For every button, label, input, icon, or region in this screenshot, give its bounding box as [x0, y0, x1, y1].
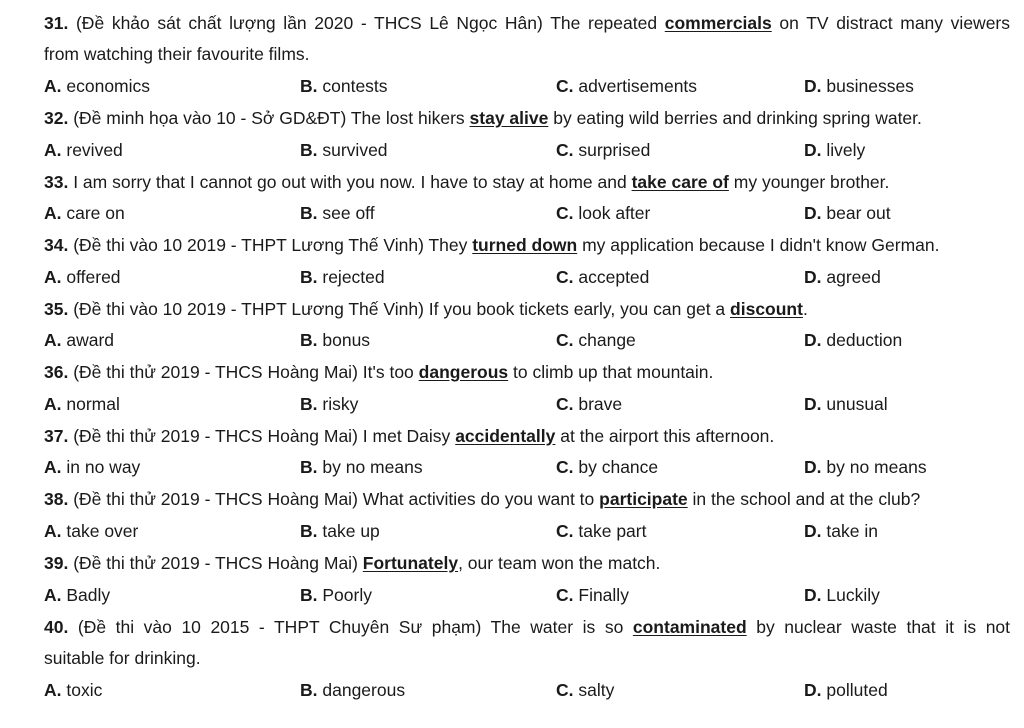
option-c[interactable]: C. brave: [556, 394, 623, 414]
option-b[interactable]: B. bonus: [300, 330, 371, 350]
question-number: 37.: [44, 426, 69, 446]
option-d[interactable]: D. unusual: [804, 394, 888, 414]
option-c[interactable]: C. by chance: [556, 457, 659, 477]
option-d[interactable]: D. lively: [804, 140, 866, 160]
question-source: (Đề thi thử 2019 - THCS Hoàng Mai): [73, 489, 358, 509]
question-text-before: The repeated: [550, 13, 658, 33]
option-d[interactable]: D. businesses: [804, 76, 914, 96]
question-keyword: dangerous: [418, 362, 509, 382]
question-text-before: I am sorry that I cannot go out with you now. I have to stay at home and: [73, 172, 627, 192]
option-a[interactable]: A. take over: [44, 521, 139, 541]
question-keyword: contaminated: [632, 617, 747, 637]
question-keyword: take care of: [631, 172, 729, 192]
question-number: 35.: [44, 299, 69, 319]
option-d[interactable]: D. take in: [804, 521, 878, 541]
question-source: (Đề thi thử 2019 - THCS Hoàng Mai): [73, 426, 358, 446]
question-text-after: by eating wild berries and drinking spring water.: [553, 108, 922, 128]
question-text-after: .: [802, 299, 808, 319]
question-number: 31.: [44, 13, 69, 33]
question-text-before: What activities do you want to: [362, 489, 595, 509]
option-b[interactable]: B. take up: [300, 521, 380, 541]
question-source: (Đề thi vào 10 2019 - THPT Lương Thế Vinh): [73, 299, 424, 319]
question-text-after: my younger brother.: [733, 172, 890, 192]
question-text-after: on TV distract many viewers: [779, 13, 1011, 33]
option-d[interactable]: D. polluted: [804, 680, 888, 700]
options-34: [44, 266, 1010, 288]
option-a[interactable]: A. award: [44, 330, 115, 350]
question-text-after: by nuclear waste that it is not: [756, 617, 1011, 637]
option-c[interactable]: C. Finally: [556, 585, 629, 605]
option-c[interactable]: C. look after: [556, 203, 651, 223]
question-text-before: It's too: [362, 362, 414, 382]
question-number: 36.: [44, 362, 69, 382]
option-d[interactable]: D. bear out: [804, 203, 891, 223]
option-d[interactable]: D. deduction: [804, 330, 903, 350]
question-35: [44, 298, 1010, 320]
options-39: [44, 584, 1010, 606]
question-text-after: my application because I didn't know German.: [582, 235, 940, 255]
options-37: [44, 456, 1010, 478]
question-source: (Đề thi thử 2019 - THCS Hoàng Mai): [73, 362, 358, 382]
question-keyword: participate: [599, 489, 688, 509]
question-keyword: accidentally: [455, 426, 556, 446]
option-a[interactable]: A. offered: [44, 267, 121, 287]
question-text-before: I met Daisy: [362, 426, 451, 446]
question-33: [44, 171, 1010, 193]
question-31: [44, 12, 1010, 34]
options-33: [44, 202, 1010, 224]
option-a[interactable]: A. in no way: [44, 457, 141, 477]
options-38: [44, 520, 1010, 542]
question-source: (Đề thi vào 10 2015 - THPT Chuyên Sư phạm): [77, 617, 482, 637]
option-b[interactable]: B. contests: [300, 76, 388, 96]
option-b[interactable]: B. Poorly: [300, 585, 372, 605]
option-b[interactable]: B. dangerous: [300, 680, 406, 700]
question-37: [44, 425, 1010, 447]
question-39: [44, 552, 1010, 574]
question-keyword: stay alive: [469, 108, 549, 128]
option-b[interactable]: B. rejected: [300, 267, 385, 287]
question-text-before: If you book tickets early, you can get a: [428, 299, 726, 319]
option-b[interactable]: B. by no means: [300, 457, 423, 477]
options-35: [44, 329, 1010, 351]
question-number: 39.: [44, 553, 69, 573]
question-text-before: The water is so: [490, 617, 624, 637]
option-c[interactable]: C. advertisements: [556, 76, 698, 96]
question-keyword: turned down: [472, 235, 578, 255]
option-d[interactable]: D. Luckily: [804, 585, 880, 605]
question-number: 40.: [44, 617, 69, 637]
question-36: [44, 361, 1010, 383]
question-text-after: , our team won the match.: [458, 553, 661, 573]
question-40-continuation: suitable for drinking.: [44, 648, 201, 668]
question-34: [44, 234, 1010, 256]
question-source: (Đề thi thử 2019 - THCS Hoàng Mai): [73, 553, 358, 573]
question-text-before: They: [428, 235, 468, 255]
question-number: 33.: [44, 172, 69, 192]
option-a[interactable]: A. revived: [44, 140, 123, 160]
question-number: 34.: [44, 235, 69, 255]
question-keyword: commercials: [664, 13, 772, 33]
question-text-before: The lost hikers: [350, 108, 465, 128]
question-source: (Đề minh họa vào 10 - Sở GD&ĐT): [73, 108, 347, 128]
question-source: (Đề thi vào 10 2019 - THPT Lương Thế Vinh): [73, 235, 424, 255]
options-31: [44, 75, 1010, 97]
option-c[interactable]: C. surprised: [556, 140, 651, 160]
option-b[interactable]: B. survived: [300, 140, 388, 160]
option-c[interactable]: C. accepted: [556, 267, 650, 287]
option-a[interactable]: A. care on: [44, 203, 125, 223]
question-keyword: Fortunately: [362, 553, 459, 573]
question-text-after: in the school and at the club?: [692, 489, 921, 509]
options-32: [44, 139, 1010, 161]
option-b[interactable]: B. risky: [300, 394, 359, 414]
option-a[interactable]: A. Badly: [44, 585, 111, 605]
question-38: [44, 488, 1010, 510]
option-c[interactable]: C. salty: [556, 680, 615, 700]
options-36: [44, 393, 1010, 415]
question-text-after: to climb up that mountain.: [513, 362, 714, 382]
option-c[interactable]: C. change: [556, 330, 636, 350]
option-d[interactable]: D. agreed: [804, 267, 881, 287]
option-d[interactable]: D. by no means: [804, 457, 927, 477]
question-number: 38.: [44, 489, 69, 509]
question-text-after: at the airport this afternoon.: [560, 426, 775, 446]
option-b[interactable]: B. see off: [300, 203, 375, 223]
option-a[interactable]: A. normal: [44, 394, 120, 414]
options-40: [44, 679, 1010, 701]
question-32: [44, 107, 1010, 129]
question-31-continuation: from watching their favourite films.: [44, 44, 310, 64]
question-40: [44, 616, 1010, 638]
option-a[interactable]: A. toxic: [44, 680, 103, 700]
option-c[interactable]: C. take part: [556, 521, 647, 541]
question-number: 32.: [44, 108, 69, 128]
option-a[interactable]: A. economics: [44, 76, 151, 96]
question-source: (Đề khảo sát chất lượng lần 2020 - THCS Lê Ngọc Hân): [75, 13, 543, 33]
question-keyword: discount: [730, 299, 803, 319]
